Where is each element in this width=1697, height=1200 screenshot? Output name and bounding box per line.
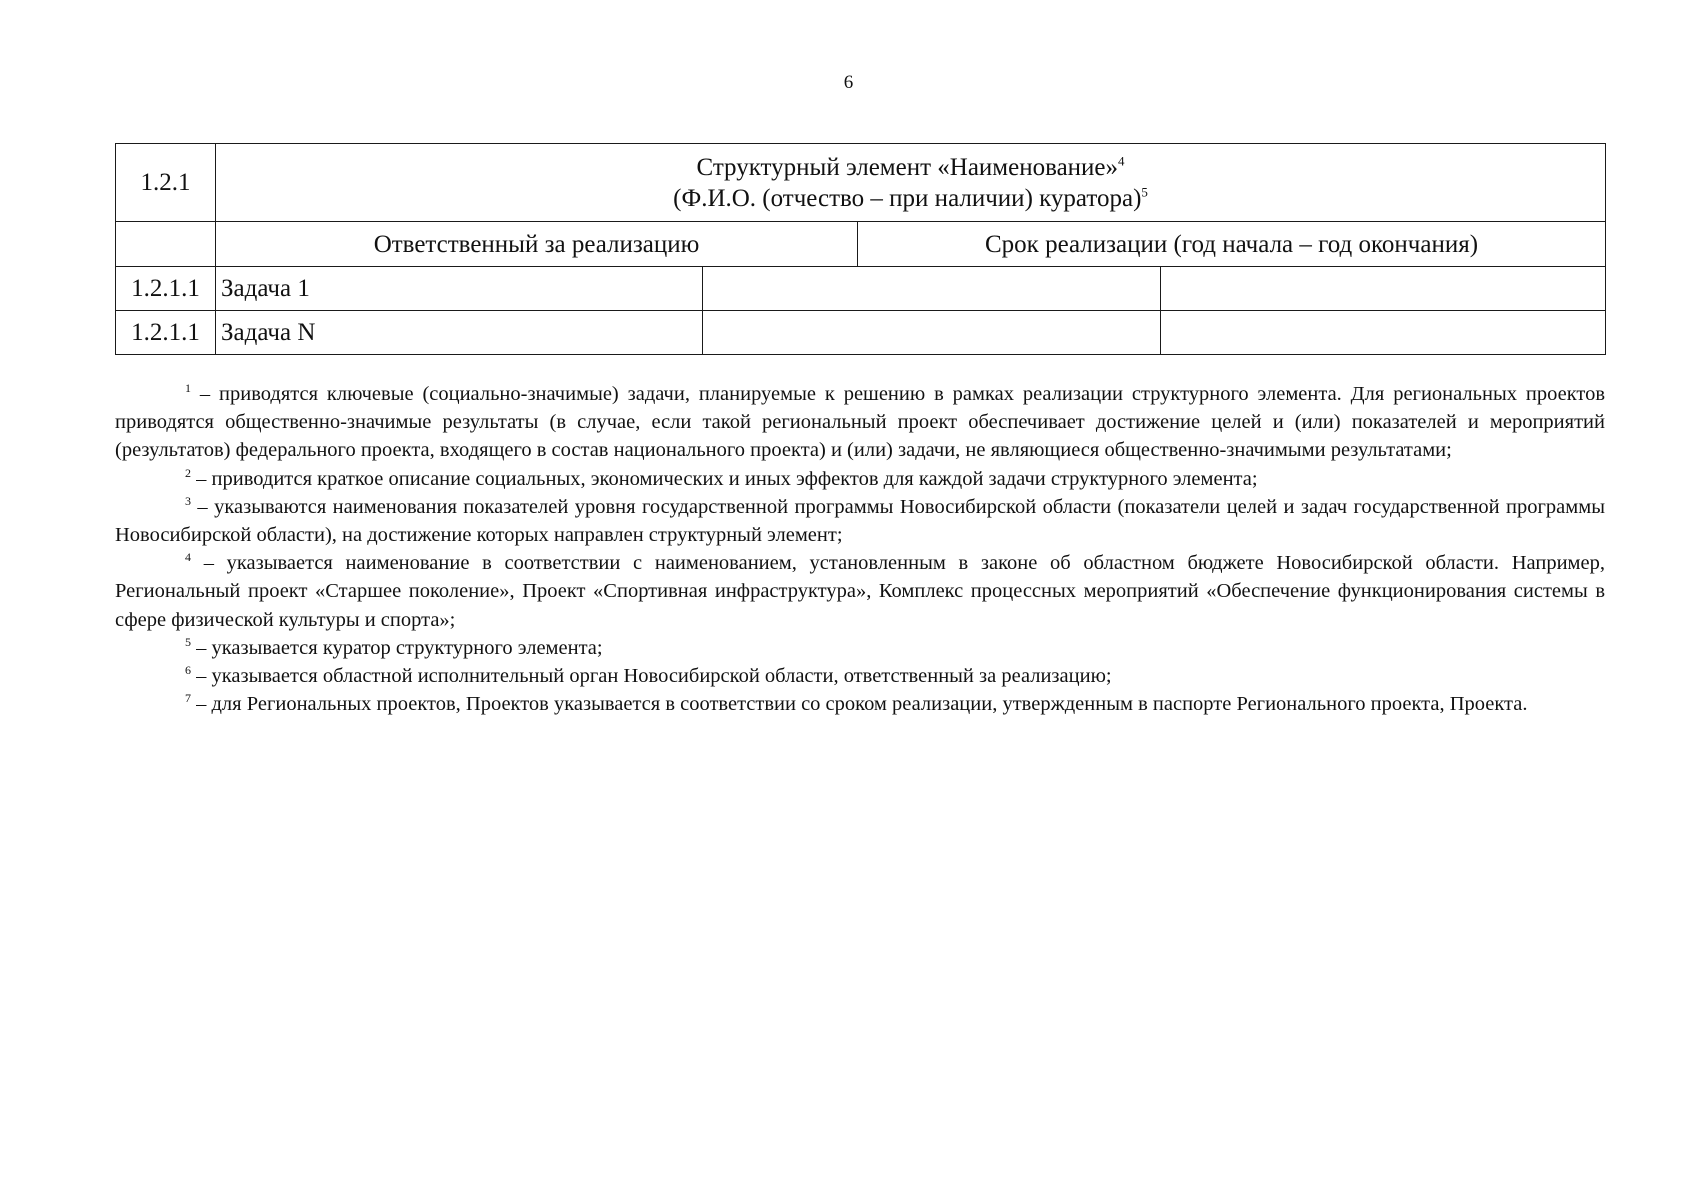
footnote-mark: 2 [185,465,191,480]
footnotes-section [115,380,1605,718]
structural-element-table [115,143,1606,355]
task-responsible-cell [703,311,1161,355]
header-title-line1 [221,152,1600,183]
header-title-cell [216,144,1606,222]
footnote-text: – приводится краткое описание социальных, экономических и иных эффектов для каждой задачи структурного элемента; [191,467,1258,490]
footnote-text: – для Региональных проектов, Проектов указывается в соответствии со сроком реализации, утвержденным в паспорте Регионального проекта, Проекта. [191,693,1528,716]
footnote-mark: 3 [185,493,191,508]
footnote-mark: 7 [185,691,191,706]
footnote-mark: 1 [185,381,191,396]
footnote-1 [115,380,1605,465]
task-responsible-cell [703,267,1161,311]
page-number: 6 [843,72,854,93]
header-title-line2 [221,183,1600,214]
table-row [116,311,1606,355]
task-term-cell [1161,311,1606,355]
task-name-cell: Задача 1 [216,267,703,311]
footnote-ref: 5 [1141,184,1148,200]
footnote-3 [115,493,1605,549]
task-name-cell: Задача N [216,311,703,355]
footnote-text: – указываются наименования показателей уровня государственной программы Новосибирской области (показатели целей и задач государственной программы Новосибирской области), на достижение которых направлен структурный элемент; [115,495,1605,547]
footnote-mark: 4 [185,550,191,565]
responsible-column-header [216,222,858,267]
footnote-5 [115,634,1605,662]
table-header-row [116,144,1606,222]
header-number-cell [116,144,216,222]
footnote-ref: 4 [1118,153,1125,169]
footnote-4 [115,549,1605,634]
footnote-2 [115,465,1605,493]
subheader-empty-cell [116,222,216,267]
header-curator-text: (Ф.И.О. (отчество – при наличии) куратора) [673,184,1142,212]
responsible-header-label: Ответственный за реализацию [373,230,700,258]
footnote-text: – приводятся ключевые (социально-значимые) задачи, планируемые к решению в рамках реализации структурного элемента. Для региональных проектов приводятся общественно-значимые результаты (в случае, если такой региональный проект обеспечивает достижение целей и (или) показателей и мероприятий (результатов) федерального проекта, входящего в состав национального проекта) и (или) задачи, не являющиеся общественно-значимыми результатами; [115,383,1605,462]
task-number-cell: 1.2.1.1 [116,311,216,355]
footnote-6 [115,662,1605,690]
footnote-text: – указывается наименование в соответствии с наименованием, установленным в законе об областном бюджете Новосибирской области. Например, Региональный проект «Старшее поколение», Проект «Спортивная инфраструктура», Комплекс процессных мероприятий «Обеспечение функционирования системы в сфере физической культуры и спорта»; [115,552,1605,631]
footnote-mark: 5 [185,635,191,649]
task-term-cell [1161,267,1606,311]
header-title-text: Структурный элемент «Наименование» [696,153,1119,181]
table-subheader-row [116,222,1606,267]
header-number: 1.2.1 [140,169,191,196]
table-row [116,267,1606,311]
footnote-text: – указывается куратор структурного элемента; [191,636,603,659]
footnote-mark: 6 [185,663,191,678]
term-header-label: Срок реализации (год начала – год окончания) [985,230,1479,258]
term-column-header [858,222,1606,267]
footnote-text: – указывается областной исполнительный орган Новосибирской области, ответственный за реализацию; [191,665,1112,688]
footnote-7 [115,690,1605,718]
task-number-cell: 1.2.1.1 [116,267,216,311]
